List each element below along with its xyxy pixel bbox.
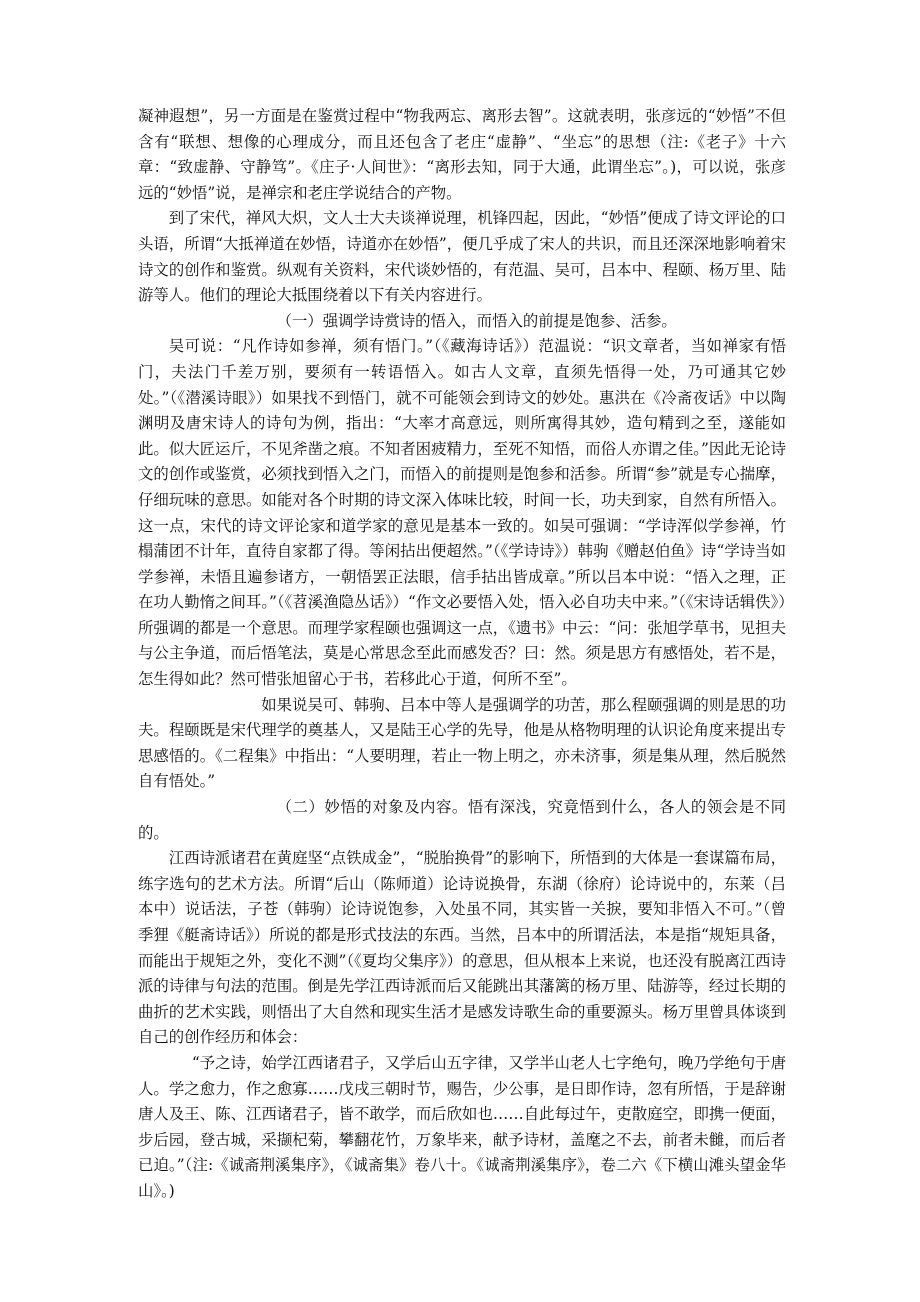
paragraph-wu-ke: 吴可说：“凡作诗如参禅，须有悟门。”（《藏海诗话》）范温说：“识文章者，当如禅家有悟门，夫法门千差万别，要须有一转语悟入。如古人文章，直须先悟得一处，乃可通其它妙处。”（《潜溪诗眼》）如果找不到悟门，就不可能领会到诗文的妙处。惠洪在《冷斋夜话》中以陶渊明及唐宋诗人的诗句为例，指出：“大率才高意远，则所寓得其妙，造句精到之至，遂能如此。似大匠运斤，不见斧凿之痕。不知者困疲精力，至死不知悟，而俗人亦谓之佳。”因此无论诗文的创作或鉴赏，必须找到悟入之门，而悟入的前提则是饱参和活参。所谓“参”就是专心揣摩，仔细玩味的意思。如能对各个时期的诗文深入体味比较，时间一长，功夫到家，自然有所悟入。这一点，宋代的诗文评论家和道学家的意见是基本一致的。如吴可强调：“学诗浑似学参禅，竹榻蒲团不计年，直待自家都了得。等闲拈出便超然。”（《学诗诗》）韩驹《赠赵伯鱼》诗“学诗当如学参禅，未悟且遍参诸方，一朝悟罢正法眼，信手拈出皆成章。”所以吕本中说：“悟入之理，正在功人勤惰之间耳。”（《苕溪渔隐丛话》）“作文必要悟入处，悟入必自功夫中来。”（《宋诗话辑佚》）所强调的都是一个意思。而理学家程颐也强调这一点，《遗书》中云：“问：张旭学草书，见担夫与公主争道，而后悟笔法，莫是心常思念至此而感发否？曰：然。须是思方有感悟处，若不是，怎生得如此？然可惜张旭留心于书，若移此心于道，何所不至”。 [138, 337, 786, 689]
document-body [138, 104, 786, 1205]
paragraph-continuation: 凝神遐想”，另一方面是在鉴赏过程中“物我两忘、离形去智”。这就表明，张彦远的“妙悟”不但含有“联想、想像的心理成分，而且还包含了老庄“虚静”、“坐忘”的思想（注:《老子》十六章：“致虚静、守静笃”。《庄子·人间世》：“离形去知，同于大通，此谓坐忘”。)，可以说，张彦远的“妙悟”说，是禅宗和老庄学说结合的产物。 [138, 107, 786, 202]
section-heading-one: （一）强调学诗赏诗的悟入，而悟入的前提是饱参、活参。 [276, 311, 677, 330]
paragraph-cheng-yi: 如果说吴可、韩驹、吕本中等人是强调学的功苦，那么程颐强调的则是思的功夫。程颐既是宋代理学的奠基人，又是陆王心学的先导，他是从格物明理的认识论角度来提出专思感悟的。《二程集》中指出：“人要明理，若止一物上明之，亦未济事，须是集从理，然后脱然自有悟处。” [138, 695, 786, 791]
paragraph-song-dynasty: 到了宋代，禅风大炽，文人士大夫谈禅说理，机锋四起，因此，“妙悟”便成了诗文评论的口头语，所谓“大抵禅道在妙悟，诗道亦在妙悟”，便几乎成了宋人的共识，而且还深深地影响着宋诗文的创作和鉴赏。纵观有关资料，宋代谈妙悟的，有范温、吴可，吕本中、程颐、杨万里、陆游等人。他们的理论大抵围绕着以下有关内容进行。 [138, 209, 786, 305]
paragraph-jiangxi-school: 江西诗派诸君在黄庭坚“点铁成金”，“脱胎换骨”的影响下，所悟到的大体是一套谋篇布局，练字选句的艺术方法。所谓“后山（陈师道）论诗说换骨，东湖（徐府）论诗说中的，东莱（吕本中）说话法，子苍（韩驹）论诗说饱参，入处虽不同，其实皆一关捩，要知非悟入不可。”（曾季狸《艇斋诗话》）所说的都是形式技法的东西。当然，吕本中的所谓活法，本是指“规矩具备，而能出于规矩之外，变化不测”（《夏均父集序》）的意思，但从根本上来说，也还没有脱离江西诗派的诗律与句法的范围。倒是先学江西诗派而后又能跳出其藩篱的杨万里、陆游等，经过长期的曲折的艺术实践，则悟出了大自然和现实生活才是感发诗歌生命的重要源头。杨万里曾具体谈到自己的创作经历和体会： [138, 849, 786, 1047]
section-heading-two: （二）妙悟的对象及内容。悟有深浅，究竟悟到什么，各人的领会是不同的。 [138, 798, 786, 842]
paragraph-yang-wanli-quote: “予之诗，始学江西诸君子，又学后山五字律，又学半山老人七字绝句，晚乃学绝句于唐人。学之愈力，作之愈寡……戊戌三朝时节，赐告，少公事，是日即作诗，忽有所悟，于是辞谢唐人及王、陈、江西诸君子，皆不敢学，而后欣如也……自此每过午，吏散庭空，即携一便面，步后园，登古城，采撷杞菊，攀翻花竹，万象毕来，献予诗材，盖麾之不去，前者未雠，而后者已迫。”（注:《诚斋荆溪集序》，《诚斋集》卷八十。《诚斋荆溪集序》，卷二六《下横山滩头望金华山》。) [138, 1053, 786, 1200]
